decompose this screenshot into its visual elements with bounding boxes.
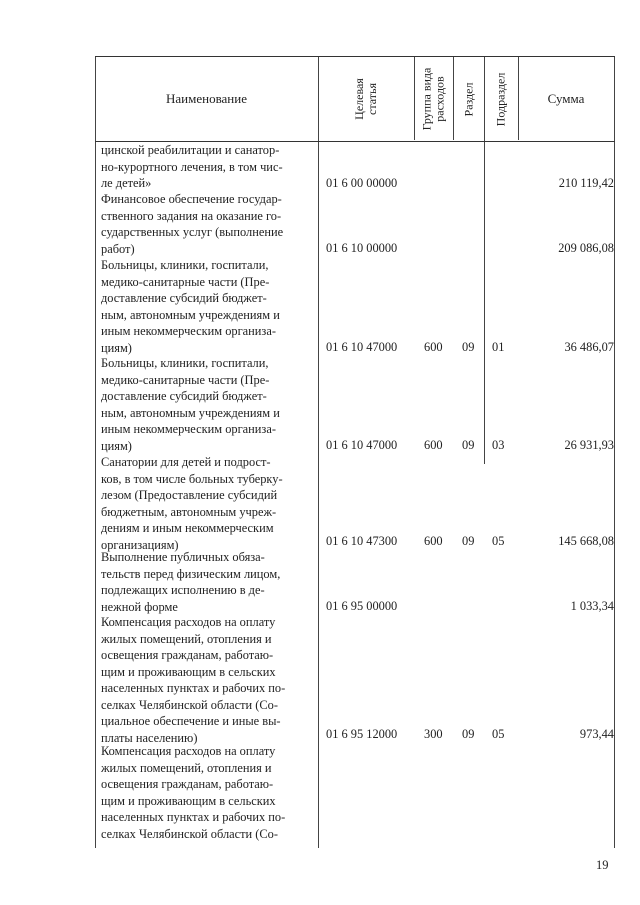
- table-border-left: [95, 56, 96, 848]
- amount-cell: 1 033,34: [570, 599, 614, 613]
- target-article-cell: 01 6 95 12000: [326, 727, 398, 741]
- header-target-article: Целевая статья: [351, 78, 379, 120]
- subsection-cell: 05: [492, 727, 505, 741]
- target-article-cell: 01 6 00 00000: [326, 176, 398, 190]
- table-row-description: Компенсация расходов на оплату жилых помещений, отопления и освещения гражданам, работаю- щим и проживающим в сельских населенных пунктах и рабочих по- селках Челябинской области (Со- циальное обеспечение и иные вы- платы населению): [101, 615, 286, 745]
- section-cell: 09: [462, 340, 475, 354]
- table-row-description: цинской реабилитации и санатор- но-курортного лечения, в том чис- ле детей»: [101, 143, 283, 190]
- page-number: 19: [596, 858, 609, 872]
- expense-group-cell: 300: [424, 727, 443, 741]
- section-cell: 09: [462, 534, 475, 548]
- target-article-cell: 01 6 10 00000: [326, 241, 398, 255]
- expense-group-cell: 600: [424, 438, 443, 452]
- target-article-cell: 01 6 95 00000: [326, 599, 398, 613]
- subsection-cell: 01: [492, 340, 505, 354]
- amount-cell: 209 086,08: [558, 241, 614, 255]
- amount-cell: 973,44: [579, 727, 614, 741]
- table-row-description: Финансовое обеспечение государ- ственного задания на оказание го- сударственных услуг (выполнение работ): [101, 192, 284, 256]
- section-cell: 09: [462, 438, 475, 452]
- header-expense-group: Группа вида расходов: [419, 67, 447, 131]
- subsection-cell: 03: [492, 438, 505, 452]
- table-row-description: Больницы, клиники, госпитали, медико-санитарные части (Пре- доставление субсидий бюджет- ным, автономным учреждениям и иным некоммерческим организа- циям): [101, 356, 280, 453]
- table-header: [95, 56, 615, 142]
- amount-cell: 36 486,07: [564, 340, 614, 354]
- subsection-cell: 05: [492, 534, 505, 548]
- column-divider: [318, 56, 319, 848]
- header-name: Наименование: [166, 91, 247, 106]
- table-row-description: Больницы, клиники, госпитали, медико-санитарные части (Пре- доставление субсидий бюджет- ным, автономным учреждениям и иным некоммерческим организа- циям): [101, 258, 280, 355]
- header-subsection: Подраздел: [493, 72, 508, 126]
- amount-cell: 26 931,93: [564, 438, 614, 452]
- header-amount: Сумма: [547, 91, 585, 106]
- header-section: Раздел: [461, 82, 476, 116]
- target-article-cell: 01 6 10 47000: [326, 438, 398, 452]
- section-cell: 09: [462, 727, 475, 741]
- amount-cell: 210 119,42: [558, 176, 614, 190]
- expense-group-cell: 600: [424, 534, 443, 548]
- expense-group-cell: 600: [424, 340, 443, 354]
- table-border-right: [614, 56, 615, 848]
- table-row-description: Выполнение публичных обяза- тельств перед физическим лицом, подлежащих исполнению в де- нежной форме: [101, 550, 281, 614]
- target-article-cell: 01 6 10 47000: [326, 340, 398, 354]
- amount-cell: 145 668,08: [558, 534, 614, 548]
- table-row-description: Компенсация расходов на оплату жилых помещений, отопления и освещения гражданам, работаю- щим и проживающим в сельских населенных пунктах и рабочих по- селках Челябинской области (Со-: [101, 744, 286, 841]
- target-article-cell: 01 6 10 47300: [326, 534, 398, 548]
- table-row-description: Санатории для детей и подрост- ков, в том числе больных туберку- лезом (Предоставление субсидий бюджетным, автономным учреж- дениям и иным некоммерческим организациям): [101, 455, 283, 552]
